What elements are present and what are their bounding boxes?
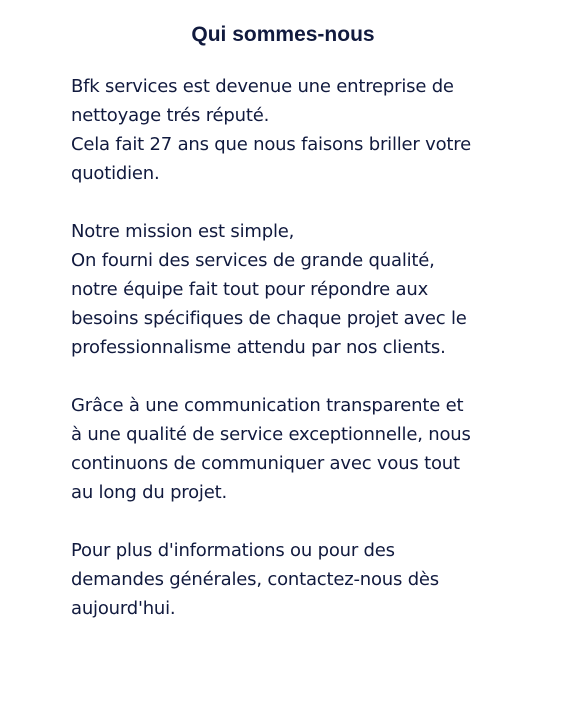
paragraph-mission xyxy=(71,217,551,362)
text-line: notre équipe fait tout pour répondre aux xyxy=(71,279,429,300)
text-line: continuons de communiquer avec vous tout xyxy=(71,453,460,474)
text-line: quotidien. xyxy=(71,163,160,184)
paragraph-contact xyxy=(71,536,551,623)
text-line: à une qualité de service exceptionnelle, nous xyxy=(71,424,471,445)
text-line: professionnalisme attendu par nos clients. xyxy=(71,337,446,358)
text-line: Grâce à une communication transparente et xyxy=(71,395,464,416)
text-line: Cela fait 27 ans que nous faisons briller votre xyxy=(71,134,471,155)
about-text xyxy=(71,72,551,652)
text-line: au long du projet. xyxy=(71,482,227,503)
text-line: Pour plus d'informations ou pour des xyxy=(71,540,395,561)
text-line: On fourni des services de grande qualité, xyxy=(71,250,435,271)
text-line: besoins spécifiques de chaque projet avec le xyxy=(71,308,467,329)
text-line: aujourd'hui. xyxy=(71,598,176,619)
text-line: nettoyage trés réputé. xyxy=(71,105,270,126)
text-line: Notre mission est simple, xyxy=(71,221,295,242)
page-title: Qui sommes-nous xyxy=(191,23,375,46)
text-line: demandes générales, contactez-nous dès xyxy=(71,569,439,590)
text-line: Bfk services est devenue une entreprise de xyxy=(71,76,454,97)
paragraph-communication xyxy=(71,391,551,507)
paragraph-intro xyxy=(71,72,551,188)
